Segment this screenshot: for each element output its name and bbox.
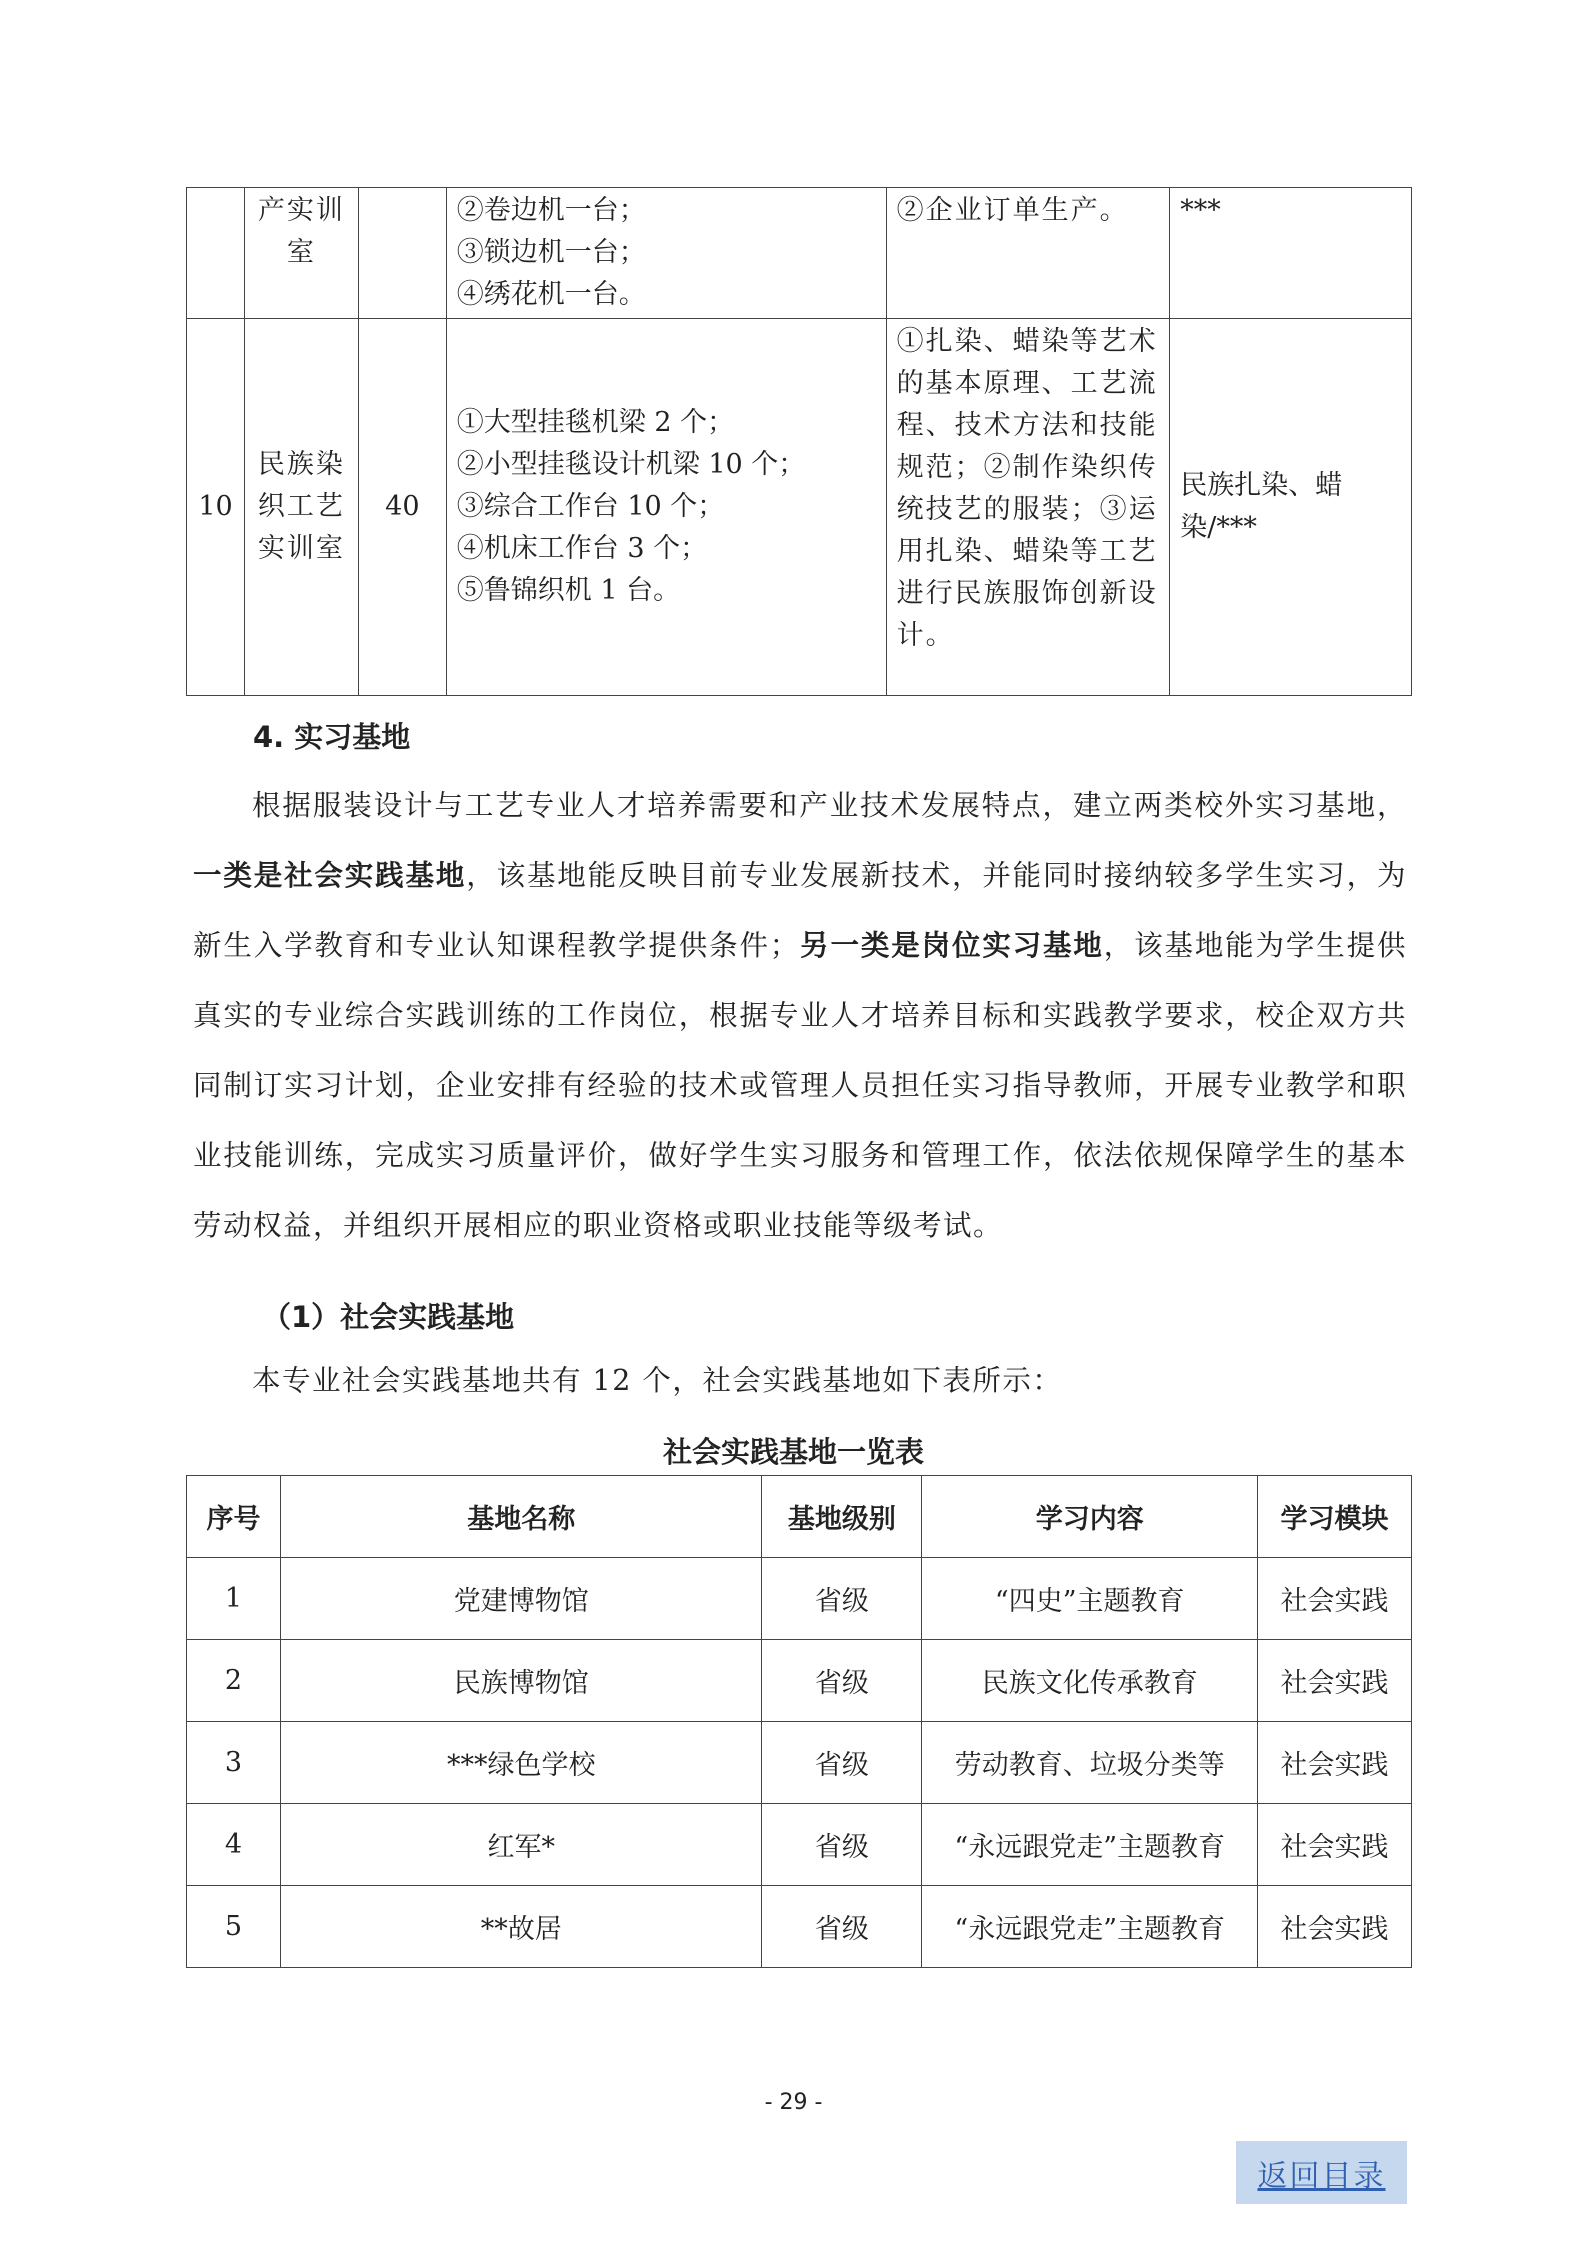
table-row [187,319,1412,696]
equipment-item: ③锁边机一台； [456,237,646,268]
equipment-item: ④机床工作台 3 个； [456,533,708,564]
section-heading: 4. 实习基地 [253,720,411,754]
table-row [187,1804,1412,1886]
table-row [187,1886,1412,1968]
table-cell: ***绿色学校 [280,1722,762,1804]
row-number: 10 [187,319,245,696]
table-cell: 4 [187,1804,281,1886]
table-row [187,1558,1412,1640]
paragraph-text: ，该基地能为学生提供真实的专业综合实践训练的工作岗位，根据专业人才培养目标和实践教学要求，校企双方共同制订实习计划，企业安排有经验的技术或管理人员担任实习指导教师，开展专业教学和职业技能训练，完成实习质量评价，做好学生实习服务和管理工作，依法依规保障学生的基本劳动权益，并组织开展相应的职业资格或职业技能等级考试。 [193,929,1407,1242]
room-name: 民族染织工艺实训室 [244,319,358,696]
practice-base-table [186,1475,1412,1968]
paragraph-text: 根据服装设计与工艺专业人才培养需要和产业技术发展特点，建立两类校外实习基地， [252,789,1407,822]
table-cell: 民族文化传承教育 [922,1640,1258,1722]
table-cell: 1 [187,1558,281,1640]
equipment-item: ④绣花机一台。 [456,279,646,310]
table-cell: 社会实践 [1258,1558,1412,1640]
table-cell: 红军* [280,1804,762,1886]
column-header: 基地名称 [280,1476,762,1558]
table-cell: “永远跟党走”主题教育 [922,1804,1258,1886]
section-paragraph [193,771,1407,1261]
equipment-list [446,188,886,319]
table-cell: “永远跟党走”主题教育 [922,1886,1258,1968]
column-header: 学习内容 [922,1476,1258,1558]
column-header: 序号 [187,1476,281,1558]
column-header: 学习模块 [1258,1476,1412,1558]
equipment-item: ②小型挂毯设计机梁 10 个； [456,449,806,480]
paragraph-emphasis: 另一类是岗位实习基地 [799,929,1104,962]
table-cell: 党建博物馆 [280,1558,762,1640]
table-cell: **故居 [280,1886,762,1968]
paragraph-emphasis: 一类是社会实践基地 [193,859,467,892]
table-cell: 省级 [762,1722,922,1804]
table-cell: 省级 [762,1886,922,1968]
sub-paragraph: 本专业社会实践基地共有 12 个，社会实践基地如下表所示： [252,1364,1063,1397]
table-cell: 劳动教育、垃圾分类等 [922,1722,1258,1804]
table-row [187,1722,1412,1804]
page-number: - 29 - [764,2090,823,2115]
table-cell: 2 [187,1640,281,1722]
room-name: 产实训室 [244,188,358,319]
table-row [187,1640,1412,1722]
equipment-item: ⑤鲁锦织机 1 台。 [456,575,681,606]
table-cell: “四史”主题教育 [922,1558,1258,1640]
table-cell: 社会实践 [1258,1886,1412,1968]
table-cell: 社会实践 [1258,1722,1412,1804]
station-count [358,188,446,319]
station-count: 40 [358,319,446,696]
equipment-item: ②卷边机一台； [456,195,646,226]
table-cell: 民族博物馆 [280,1640,762,1722]
supported-course: *** [1170,188,1412,319]
training-room-table [186,187,1412,696]
table-cell: 省级 [762,1640,922,1722]
training-content: ①扎染、蜡染等艺术的基本原理、工艺流程、技术方法和技能规范；②制作染织传统技艺的服装；③运用扎染、蜡染等工艺进行民族服饰创新设计。 [886,319,1170,696]
table-cell: 省级 [762,1804,922,1886]
row-number [187,188,245,319]
paragraph-text: ，该基地能反映目前专业发展新技术，并能同时接纳较多学生实习，为新生入学教育和专业认知课程教学提供条件； [193,859,1407,962]
equipment-list [446,319,886,696]
sub-heading: （1）社会实践基地 [262,1300,515,1334]
table-cell: 社会实践 [1258,1640,1412,1722]
back-to-contents-link[interactable]: 返回目录 [1236,2141,1407,2204]
table-header-row [187,1476,1412,1558]
equipment-item: ③综合工作台 10 个； [456,491,725,522]
table-cell: 5 [187,1886,281,1968]
equipment-item: ①大型挂毯机梁 2 个； [456,407,735,438]
table-row [187,188,1412,319]
table-caption: 社会实践基地一览表 [662,1435,924,1469]
column-header: 基地级别 [762,1476,922,1558]
supported-course: 民族扎染、蜡染/*** [1170,319,1412,696]
table-cell: 社会实践 [1258,1804,1412,1886]
table-cell: 省级 [762,1558,922,1640]
table-cell: 3 [187,1722,281,1804]
training-content: ②企业订单生产。 [886,188,1170,319]
